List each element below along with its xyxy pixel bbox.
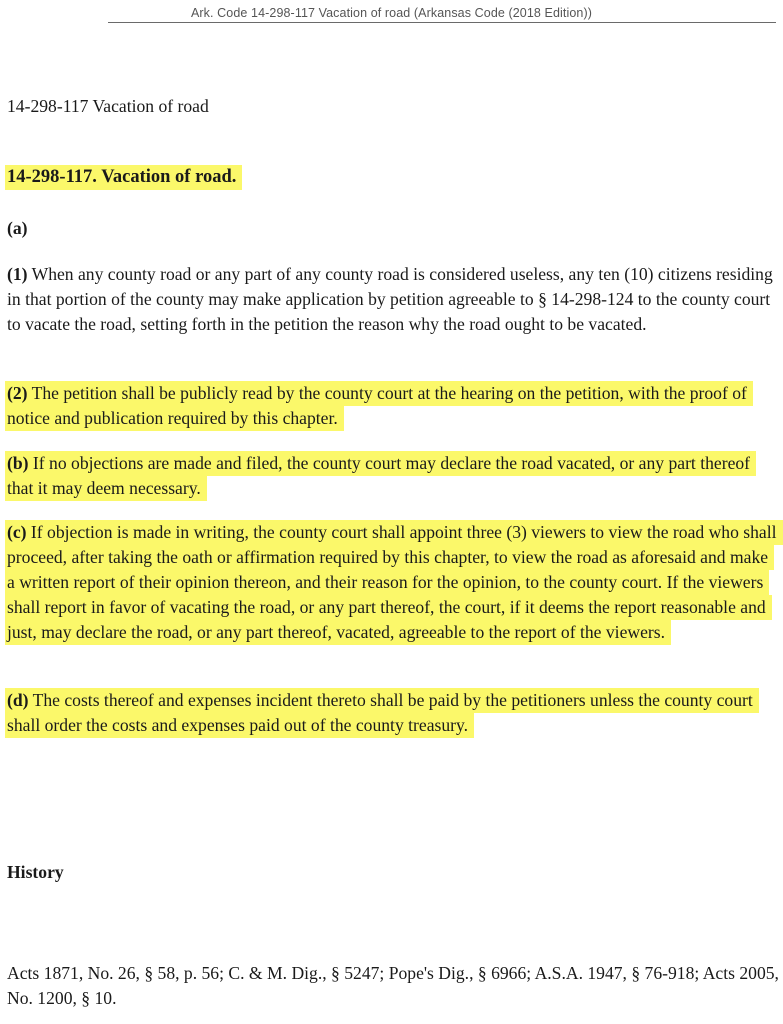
running-header: Ark. Code 14-298-117 Vacation of road (Arkansas Code (2018 Edition)) bbox=[190, 6, 592, 20]
paragraph-a2 bbox=[7, 381, 777, 431]
paragraph-b-label: (b) bbox=[7, 453, 29, 473]
paragraph-c bbox=[7, 520, 777, 645]
document-title: 14-298-117 Vacation of road bbox=[7, 96, 209, 116]
paragraph-d-text: The costs thereof and expenses incident thereto shall be paid by the petitioners unless the county court shall order the costs and expenses paid out of the county treasury. bbox=[7, 690, 753, 735]
paragraph-a1 bbox=[7, 262, 777, 337]
paragraph-c-text: If objection is made in writing, the county court shall appoint three (3) viewers to view the road who shall proceed, after taking the oath or affirmation required by this chapter, to view the road as aforesaid and make a written report of their opinion thereon, and their reason for the opinion, to the county court. If the viewers shall report in favor of vacating the road, or any part thereof, the court, if it deems the report reasonable and just, may declare the road, or any part thereof, vacated, agreeable to the report of the viewers. bbox=[7, 522, 777, 642]
paragraph-a1-label: (1) bbox=[7, 264, 28, 284]
paragraph-b-text: If no objections are made and filed, the county court may declare the road vacated, or any part thereof that it may deem necessary. bbox=[7, 453, 751, 498]
subsection-a-label: (a) bbox=[7, 218, 28, 238]
paragraph-c-label: (c) bbox=[7, 522, 27, 542]
paragraph-c-highlight bbox=[5, 520, 783, 645]
paragraph-a1-text: When any county road or any part of any county road is considered useless, any ten (10) citizens residing in that portion of the county may make application by petition agreeable to § 14-298-124 to the county court to vacate the road, setting forth in the petition the reason why the road ought to be vacated. bbox=[7, 264, 773, 334]
paragraph-d bbox=[7, 688, 777, 738]
paragraph-a2-label: (2) bbox=[7, 383, 28, 403]
paragraph-d-highlight bbox=[5, 688, 759, 738]
history-text: Acts 1871, No. 26, § 58, p. 56; C. & M. Dig., § 5247; Pope's Dig., § 6966; A.S.A. 1947, § 76-918; Acts 2005, No. 1200, § 10. bbox=[7, 963, 779, 1008]
header-rule bbox=[108, 22, 776, 23]
paragraph-a2-text: The petition shall be publicly read by the county court at the hearing on the petition, with the proof of notice and publication required by this chapter. bbox=[7, 383, 747, 428]
paragraph-b-highlight bbox=[5, 451, 756, 501]
paragraph-d-label: (d) bbox=[7, 690, 29, 710]
section-heading bbox=[7, 165, 242, 190]
section-heading-text: 14-298-117. Vacation of road. bbox=[5, 165, 242, 190]
paragraph-a2-highlight bbox=[5, 381, 753, 431]
paragraph-b bbox=[7, 451, 777, 501]
history-heading: History bbox=[7, 862, 64, 882]
